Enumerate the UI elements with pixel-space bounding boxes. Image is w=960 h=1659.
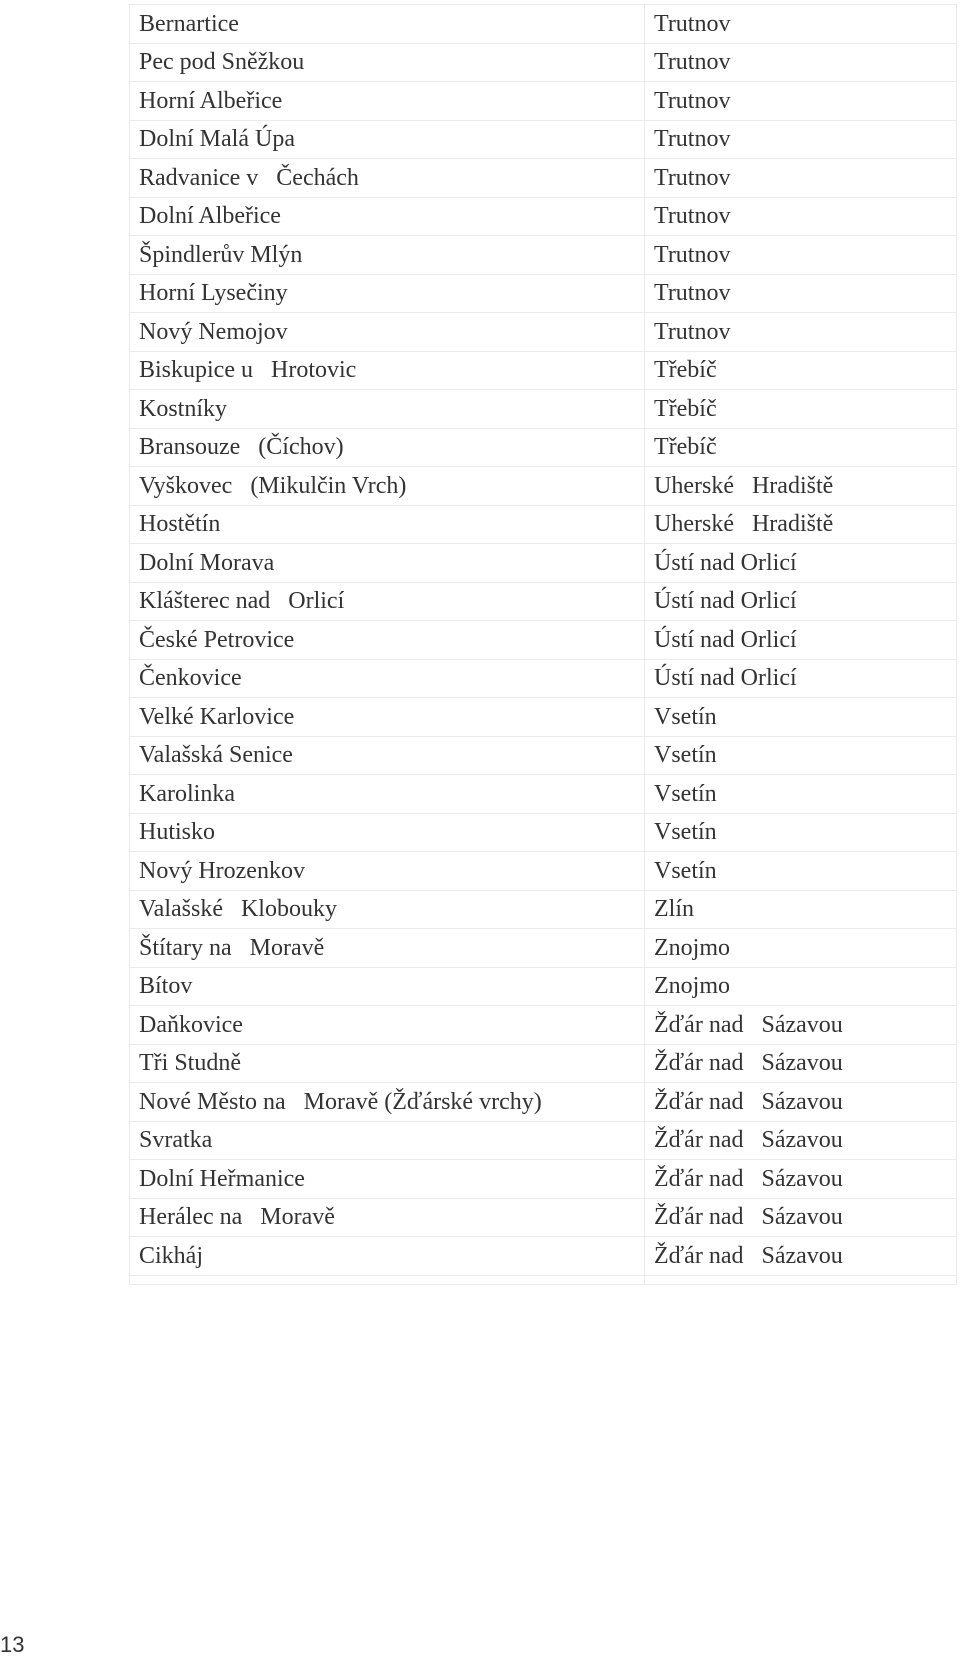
district-cell: Vsetín [645,698,957,737]
district-cell: Žďár nad Sázavou [645,1006,957,1045]
place-cell: Štítary na Moravě [130,929,645,968]
table-row [130,1044,957,1083]
place-cell: Horní Lysečiny [130,274,645,313]
place-cell: Nové Město na Moravě (Žďárské vrchy) [130,1083,645,1122]
district-cell: Trutnov [645,313,957,352]
place-cell: Tři Studně [130,1044,645,1083]
district-cell: Znojmo [645,929,957,968]
place-cell: Velké Karlovice [130,698,645,737]
place-cell: Kostníky [130,390,645,429]
district-cell: Trutnov [645,274,957,313]
district-cell: Vsetín [645,852,957,891]
district-cell: Trutnov [645,82,957,121]
place-cell: Dolní Malá Úpa [130,120,645,159]
district-cell: Žďár nad Sázavou [645,1083,957,1122]
table-row [130,428,957,467]
table-row [130,890,957,929]
place-cell: Herálec na Moravě [130,1198,645,1237]
empty-cell [130,1275,645,1284]
district-cell: Znojmo [645,967,957,1006]
district-cell: Ústí nad Orlicí [645,659,957,698]
place-cell: Klášterec nad Orlicí [130,582,645,621]
places-table [129,4,957,1285]
table-row [130,5,957,44]
table-row [130,544,957,583]
table-row [130,159,957,198]
table-row [130,236,957,275]
page-number: 13 [0,1632,25,1657]
district-cell: Žďár nad Sázavou [645,1160,957,1199]
empty-cell [645,1275,957,1284]
place-cell: Cikháj [130,1237,645,1276]
table-row [130,390,957,429]
table-row [130,313,957,352]
place-cell: Biskupice u Hrotovic [130,351,645,390]
table-row [130,1006,957,1045]
table-row [130,82,957,121]
place-cell: Daňkovice [130,1006,645,1045]
place-cell: Špindlerův Mlýn [130,236,645,275]
table-row [130,1083,957,1122]
district-cell: Trutnov [645,236,957,275]
places-table-body [130,5,957,1285]
place-cell: Svratka [130,1121,645,1160]
district-cell: Vsetín [645,736,957,775]
table-row [130,1121,957,1160]
table-row-empty [130,1275,957,1284]
place-cell: Dolní Heřmanice [130,1160,645,1199]
district-cell: Trutnov [645,120,957,159]
table-row [130,43,957,82]
district-cell: Žďár nad Sázavou [645,1044,957,1083]
district-cell: Žďár nad Sázavou [645,1198,957,1237]
table-row [130,967,957,1006]
table-row [130,197,957,236]
district-cell: Ústí nad Orlicí [645,621,957,660]
place-cell: Vyškovec (Mikulčin Vrch) [130,467,645,506]
table-row [130,582,957,621]
place-cell: Karolinka [130,775,645,814]
district-cell: Trutnov [645,159,957,198]
table-row [130,274,957,313]
place-cell: Bransouze (Číchov) [130,428,645,467]
district-cell: Trutnov [645,43,957,82]
place-cell: Dolní Morava [130,544,645,583]
table-row [130,120,957,159]
place-cell: Bítov [130,967,645,1006]
district-cell: Vsetín [645,775,957,814]
table-row [130,505,957,544]
district-cell: Třebíč [645,390,957,429]
place-cell: Horní Albeřice [130,82,645,121]
table-row [130,813,957,852]
district-cell: Ústí nad Orlicí [645,582,957,621]
district-cell: Žďár nad Sázavou [645,1237,957,1276]
place-cell: Valašská Senice [130,736,645,775]
table-row [130,852,957,891]
table-row [130,698,957,737]
district-cell: Zlín [645,890,957,929]
place-cell: Nový Hrozenkov [130,852,645,891]
place-cell: Dolní Albeřice [130,197,645,236]
place-cell: Hostětín [130,505,645,544]
table-row [130,775,957,814]
place-cell: Nový Nemojov [130,313,645,352]
table-row [130,467,957,506]
district-cell: Ústí nad Orlicí [645,544,957,583]
table-row [130,929,957,968]
district-cell: Vsetín [645,813,957,852]
table-row [130,1198,957,1237]
district-cell: Uherské Hradiště [645,467,957,506]
place-cell: Čenkovice [130,659,645,698]
place-cell: Valašské Klobouky [130,890,645,929]
place-cell: Radvanice v Čechách [130,159,645,198]
district-cell: Třebíč [645,351,957,390]
table-row [130,659,957,698]
table-row [130,351,957,390]
table-row [130,1237,957,1276]
district-cell: Uherské Hradiště [645,505,957,544]
table-row [130,621,957,660]
place-cell: Hutisko [130,813,645,852]
place-cell: Pec pod Sněžkou [130,43,645,82]
district-cell: Trutnov [645,5,957,44]
table-row [130,1160,957,1199]
district-cell: Třebíč [645,428,957,467]
table-row [130,736,957,775]
district-cell: Žďár nad Sázavou [645,1121,957,1160]
place-cell: České Petrovice [130,621,645,660]
district-cell: Trutnov [645,197,957,236]
place-cell: Bernartice [130,5,645,44]
